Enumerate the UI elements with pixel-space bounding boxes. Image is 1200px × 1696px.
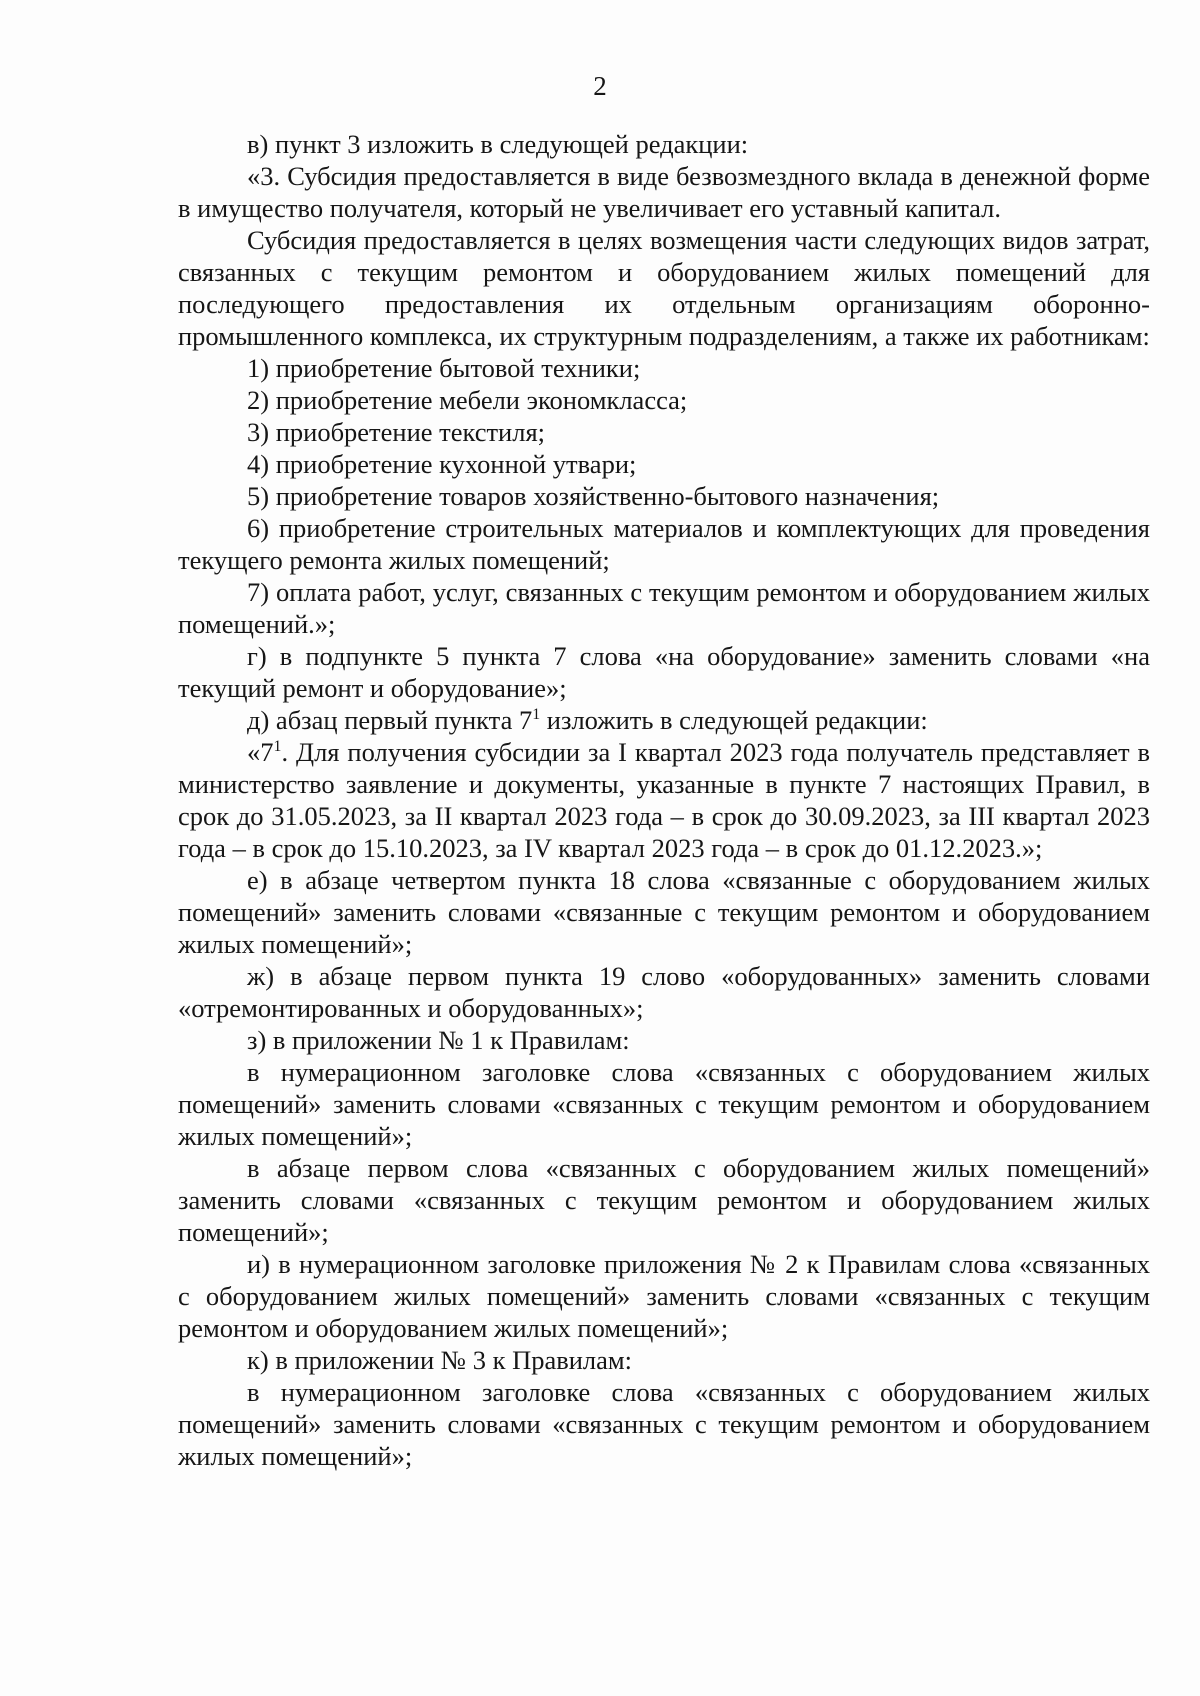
superscript: 1 [273,738,282,756]
superscript: 1 [532,706,541,724]
paragraph-item-z: з) в приложении № 1 к Правилам: [247,1025,630,1055]
paragraph-item-zh: ж) в абзаце первом пункта 19 слово «оборудованных» заменить словами «отремонтированных и оборудованных»; [178,961,1150,1023]
page-number: 2 [593,71,607,101]
list-item-4: 4) приобретение кухонной утвари; [247,449,637,479]
paragraph-item-e: е) в абзаце четвертом пункта 18 слова «связанные с оборудованием жилых помещений» заменить словами «связанные с текущим ремонтом и оборудованием жилых помещений»; [178,865,1150,959]
paragraph-item-i: и) в нумерационном заголовке приложения № 2 к Правилам слова «связанных с оборудованием жилых помещений» заменить словами «связанных с текущим ремонтом и оборудованием жилых помещений»; [178,1249,1150,1343]
paragraph-item-d-before: д) абзац первый пункта 7 [247,705,533,735]
paragraph-item-d-after: изложить в следующей редакции: [540,705,928,735]
paragraph-item-v: в) пункт 3 изложить в следующей редакции: [247,129,749,159]
paragraph-appendix-1-first: в абзаце первом слова «связанных с оборудованием жилых помещений» заменить словами «связанных с текущим ремонтом и оборудованием жилых помещений»; [178,1153,1150,1247]
list-item-1: 1) приобретение бытовой техники; [247,353,641,383]
paragraph-point-7-1 [178,736,1150,864]
paragraph-appendix-3-heading: в нумерационном заголовке слова «связанных с оборудованием жилых помещений» заменить словами «связанных с текущим ремонтом и оборудованием жилых помещений»; [178,1377,1150,1471]
list-item-7: 7) оплата работ, услуг, связанных с текущим ремонтом и оборудованием жилых помещений.»; [178,577,1150,639]
document-body [178,128,1150,1472]
paragraph-item-g: г) в подпункте 5 пункта 7 слова «на оборудование» заменить словами «на текущий ремонт и оборудование»; [178,641,1150,703]
list-item-3: 3) приобретение текстиля; [247,417,546,447]
list-item-2: 2) приобретение мебели экономкласса; [247,385,688,415]
paragraph-item-k: к) в приложении № 3 к Правилам: [247,1345,633,1375]
paragraph-point-7-1-after: . Для получения субсидии за I квартал 2023 года получатель представляет в министерство заявление и документы, указанные в пункте 7 настоящих Правил, в срок до 31.05.2023, за II квартал 2023 года – в срок до 30.09.2023, за III квартал 2023 года – в срок до 15.10.2023, за IV квартал 2023 года – в срок до 01.12.2023.»; [178,737,1150,863]
list-item-5: 5) приобретение товаров хозяйственно-бытового назначения; [247,481,940,511]
paragraph-point-7-1-before: «7 [247,737,274,767]
paragraph-subsidy-purpose: Субсидия предоставляется в целях возмещения части следующих видов затрат, связанных с текущим ремонтом и оборудованием жилых помещений для последующего предоставления их отдельным организациям оборонно-промышленного комплекса, их структурным подразделениям, а также их работникам: [178,225,1150,351]
paragraph-item-d [178,704,1150,736]
paragraph-appendix-1-heading: в нумерационном заголовке слова «связанных с оборудованием жилых помещений» заменить словами «связанных с текущим ремонтом и оборудованием жилых помещений»; [178,1057,1150,1151]
list-item-6: 6) приобретение строительных материалов и комплектующих для проведения текущего ремонта жилых помещений; [178,513,1150,575]
paragraph-subsidy-form: «3. Субсидия предоставляется в виде безвозмездного вклада в денежной форме в имущество получателя, который не увеличивает его уставный капитал. [178,161,1150,223]
